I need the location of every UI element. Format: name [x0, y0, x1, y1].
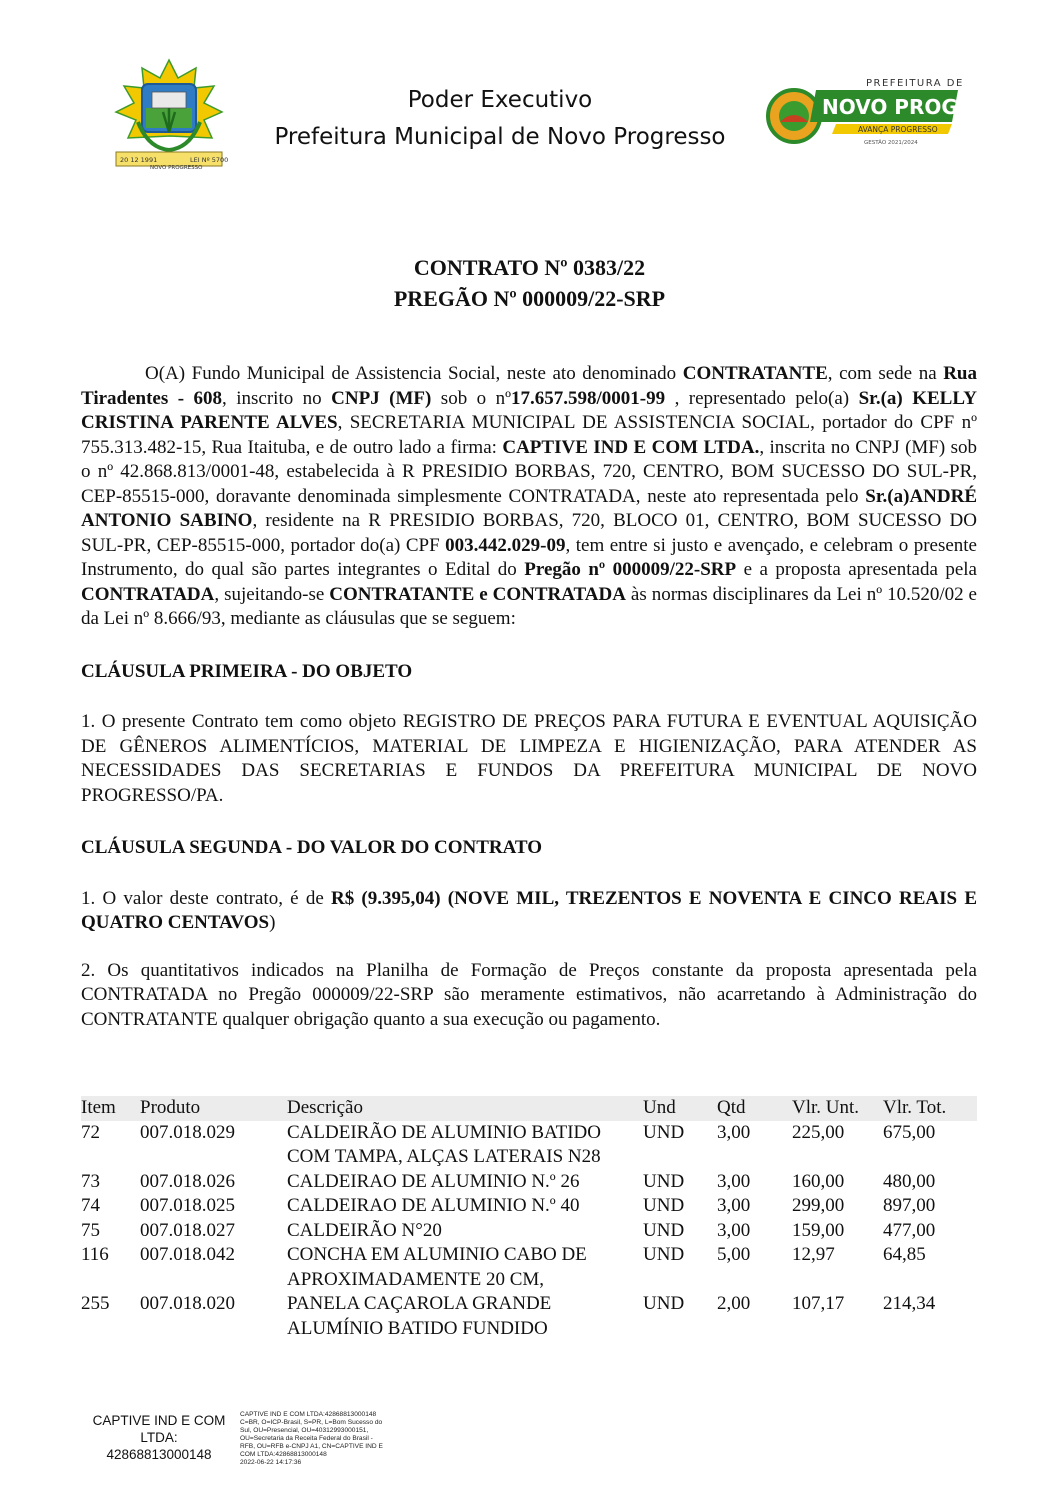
header-vlr-tot: Vlr. Tot. [883, 1096, 977, 1121]
logo-main-text: NOVO PROGRESSO [822, 95, 1032, 119]
header-qtd: Qtd [717, 1096, 792, 1121]
header-descricao: Descrição [287, 1096, 643, 1121]
cell-descricao: CALDEIRAO DE ALUMINIO N.º 40 [287, 1195, 580, 1216]
clause-one-title: CLÁUSULA PRIMEIRA - DO OBJETO [81, 660, 413, 682]
intro-bold: Pregão nº 000009/22-SRP [524, 559, 737, 580]
cell-qtd: 3,00 [717, 1121, 751, 1143]
cell-und: UND [643, 1195, 685, 1216]
intro-text: , SECRETARIA MUNICIPAL DE ASSISTENCIA SOCIAL, portador do CPF nº 755.313.482-15, Rua Itaituba, e de outro lado a firma: [81, 412, 977, 458]
cell-produto: 007.018.027 [140, 1219, 235, 1241]
intro-bold: 17.657.598/0001-99 [511, 387, 666, 409]
header-item: Item [81, 1096, 140, 1121]
header-line-executive: Poder Executivo [407, 87, 593, 113]
clause-two-tail: ) [269, 912, 276, 933]
cell-und: UND [643, 1219, 685, 1241]
intro-bold: Sr.(a)ANDRÉ ANTONIO SABINO [81, 485, 977, 531]
header-line-prefeitura: Prefeitura Municipal de Novo Progresso [274, 124, 726, 150]
intro-bold: CONTRATANTE e CONTRATADA [329, 583, 626, 605]
cell-und: UND [643, 1170, 685, 1192]
cell-produto: 007.018.042 [140, 1244, 235, 1265]
cell-item: 255 [81, 1293, 110, 1314]
signature-detail-line: Sul, OU=Presencial, OU=40312993000151, [240, 1427, 369, 1434]
cell-qtd: 2,00 [717, 1293, 751, 1314]
cell-qtd: 3,00 [717, 1219, 751, 1241]
cell-produto: 007.018.026 [140, 1170, 235, 1192]
cell-vlr-tot: 64,85 [883, 1244, 926, 1265]
cell-descricao: CALDEIRÃO DE ALUMINIO BATIDO COM TAMPA, ALÇAS LATERAIS N28 [287, 1121, 602, 1167]
cell-produto: 007.018.029 [140, 1121, 235, 1143]
coat-of-arms-building [152, 92, 186, 108]
intro-bold: CONTRATANTE [682, 363, 828, 384]
table-row [81, 1243, 977, 1292]
signature-name-line: CAPTIVE IND E COM [92, 1413, 226, 1428]
document-titles [0, 252, 1059, 314]
signature-detail-line: C=BR, O=ICP-Brasil, S=PR, L=Bom Sucesso do [240, 1419, 383, 1426]
intro-text: , representado pelo(a) [665, 387, 859, 409]
header-produto: Produto [140, 1096, 287, 1121]
signature-detail-line: COM LTDA:42868813000148 [240, 1451, 327, 1458]
logo-slogan-text: AVANÇA PROGRESSO [858, 125, 938, 134]
digital-signature-stamp [80, 1410, 420, 1470]
cell-und: UND [643, 1244, 685, 1265]
cell-vlr-tot: 214,34 [883, 1293, 936, 1314]
intro-text: , inscrita no CNPJ (MF) sob o nº 42.868.813/0001-48, estabelecida à R PRESIDIO BORBAS, 720, CENTRO, BOM SUCESSO DO SUL-PR, CEP-85515-000, doravante denominada simplesmente CONTRATADA, neste ato representada pelo [81, 436, 978, 507]
intro-bold: CNPJ (MF) [331, 387, 432, 409]
signature-certificate-details [240, 1411, 410, 1467]
intro-text: e a proposta apresentada pela [736, 559, 977, 580]
intro-bold: CAPTIVE IND E COM LTDA. [502, 436, 760, 458]
table-row [81, 1170, 977, 1195]
cell-item: 116 [81, 1244, 109, 1265]
cell-qtd: 3,00 [717, 1195, 751, 1216]
cell-item: 72 [81, 1121, 100, 1143]
coat-of-arms-logo [108, 58, 230, 174]
logo-top-label: PREFEITURA DE [866, 78, 964, 89]
signature-detail-line: CAPTIVE IND E COM LTDA:42868813000148 [240, 1411, 377, 1418]
header-vlr-unt: Vlr. Unt. [792, 1096, 883, 1121]
signature-name-line: 42868813000148 [106, 1447, 212, 1462]
intro-text: , tem entre si justo e avençado, e celebram o presente Instrumento, do qual são partes integrantes o Edital do [81, 534, 977, 580]
clause-two-paragraph-2: 2. Os quantitativos indicados na Planilha de Formação de Preços constante da proposta apresentada pela CONTRATADA no Pregão 000009/22-SRP são meramente estimativos, não acarretando à Administração do CONTRATANTE qualquer obrigação quanto a sua execução ou pagamento. [81, 959, 977, 1030]
cell-und: UND [643, 1293, 685, 1314]
intro-text: sob o nº [431, 387, 512, 409]
contract-value: R$ (9.395,04) (NOVE MIL, TREZENTOS E NOVENTA E CINCO REAIS E QUATRO CENTAVOS [81, 887, 978, 933]
intro-text: , residente na R PRESIDIO BORBAS, 720, BLOCO 01, CENTRO, BOM SUCESSO DO SUL-PR, CEP-85515-000, portador do(a) CPF [81, 510, 977, 556]
table-row [81, 1292, 977, 1341]
cell-und: UND [643, 1121, 685, 1143]
cell-vlr-unt: 225,00 [792, 1121, 845, 1143]
cell-item: 73 [81, 1170, 100, 1192]
cell-vlr-tot: 675,00 [883, 1121, 936, 1143]
intro-text: , inscrito no [222, 387, 332, 409]
table-header-row [81, 1096, 977, 1121]
logo-period-text: GESTÃO 2021/2024 [864, 140, 918, 146]
table-row [81, 1194, 977, 1219]
cell-produto: 007.018.025 [140, 1195, 235, 1216]
cell-item: 75 [81, 1219, 100, 1241]
intro-paragraph [81, 362, 977, 632]
novo-progresso-logo [766, 72, 1032, 156]
cell-descricao: CONCHA EM ALUMINIO CABO DE APROXIMADAMENTE 20 CM, [287, 1244, 587, 1290]
intro-bold: CONTRATADA [81, 583, 215, 605]
coat-of-arms-date: 20 12 1991 [120, 156, 158, 164]
clause-one-paragraph: 1. O presente Contrato tem como objeto REGISTRO DE PREÇOS PARA FUTURA E EVENTUAL AQUISIÇÃO DE GÊNEROS ALIMENTÍCIOS, MATERIAL DE LIMPEZA E HIGIENIZAÇÃO, PARA ATENDER AS NECESSIDADES DAS SECRETARIAS E FUNDOS DA PREFEITURA MUNICIPAL DE NOVO PROGRESSO/PA. [81, 711, 977, 806]
cell-descricao: CALDEIRAO DE ALUMINIO N.º 26 [287, 1170, 580, 1192]
page-header [0, 0, 1059, 200]
table-row [81, 1219, 977, 1244]
cell-qtd: 3,00 [717, 1170, 751, 1192]
items-table [81, 1096, 977, 1341]
intro-text: O(A) Fundo Municipal de Assistencia Social, neste ato denominado [145, 363, 683, 384]
pregao-number-title: PREGÃO Nº 000009/22-SRP [393, 286, 666, 311]
coat-of-arms-law: LEI Nº 5700 [190, 156, 229, 164]
cell-vlr-unt: 107,17 [792, 1293, 845, 1314]
cell-vlr-unt: 299,00 [792, 1195, 845, 1216]
intro-text: , sujeitando-se [214, 583, 330, 605]
cell-item: 74 [81, 1195, 100, 1216]
intro-bold: Rua Tiradentes - 608 [81, 363, 977, 409]
clause-two-lead: 1. O valor deste contrato, é de [81, 887, 331, 909]
cell-produto: 007.018.020 [140, 1293, 235, 1314]
contract-number-title: CONTRATO Nº 0383/22 [413, 255, 646, 280]
intro-text: às normas disciplinares da Lei nº 10.520/02 e da Lei nº 8.666/93, mediante as cláusulas que se seguem: [81, 583, 977, 629]
document-body [81, 362, 977, 1032]
intro-text: , com sede na [827, 363, 944, 384]
header-und: Und [643, 1096, 717, 1121]
signature-detail-line: OU=Secretaria da Receita Federal do Brasil - [240, 1435, 373, 1442]
cell-qtd: 5,00 [717, 1244, 751, 1265]
signature-signer-name [80, 1412, 238, 1463]
cell-vlr-unt: 159,00 [792, 1219, 845, 1241]
table-row [81, 1121, 977, 1170]
cell-vlr-tot: 480,00 [883, 1170, 936, 1192]
intro-bold: 003.442.029-09 [445, 534, 566, 556]
cell-descricao: PANELA CAÇAROLA GRANDE ALUMÍNIO BATIDO FUNDIDO [287, 1293, 552, 1339]
cell-vlr-tot: 897,00 [883, 1195, 936, 1216]
cell-vlr-tot: 477,00 [883, 1219, 936, 1241]
clause-two-title: CLÁUSULA SEGUNDA - DO VALOR DO CONTRATO [81, 837, 543, 858]
intro-bold: Sr.(a) KELLY CRISTINA PARENTE ALVES [81, 387, 977, 433]
cell-vlr-unt: 12,97 [792, 1244, 835, 1265]
header-title-block [250, 82, 750, 156]
cell-descricao: CALDEIRÃO N°20 [287, 1219, 442, 1241]
cell-vlr-unt: 160,00 [792, 1170, 845, 1192]
signature-name-line: LTDA: [140, 1430, 178, 1445]
clause-two-paragraph-1 [81, 887, 977, 936]
coat-of-arms-city: NOVO PROGRESSO [150, 165, 203, 171]
signature-detail-line: 2022-06-22 14:17:36 [240, 1459, 302, 1466]
signature-detail-line: RFB, OU=RFB e-CNPJ A1, CN=CAPTIVE IND E [240, 1443, 383, 1450]
